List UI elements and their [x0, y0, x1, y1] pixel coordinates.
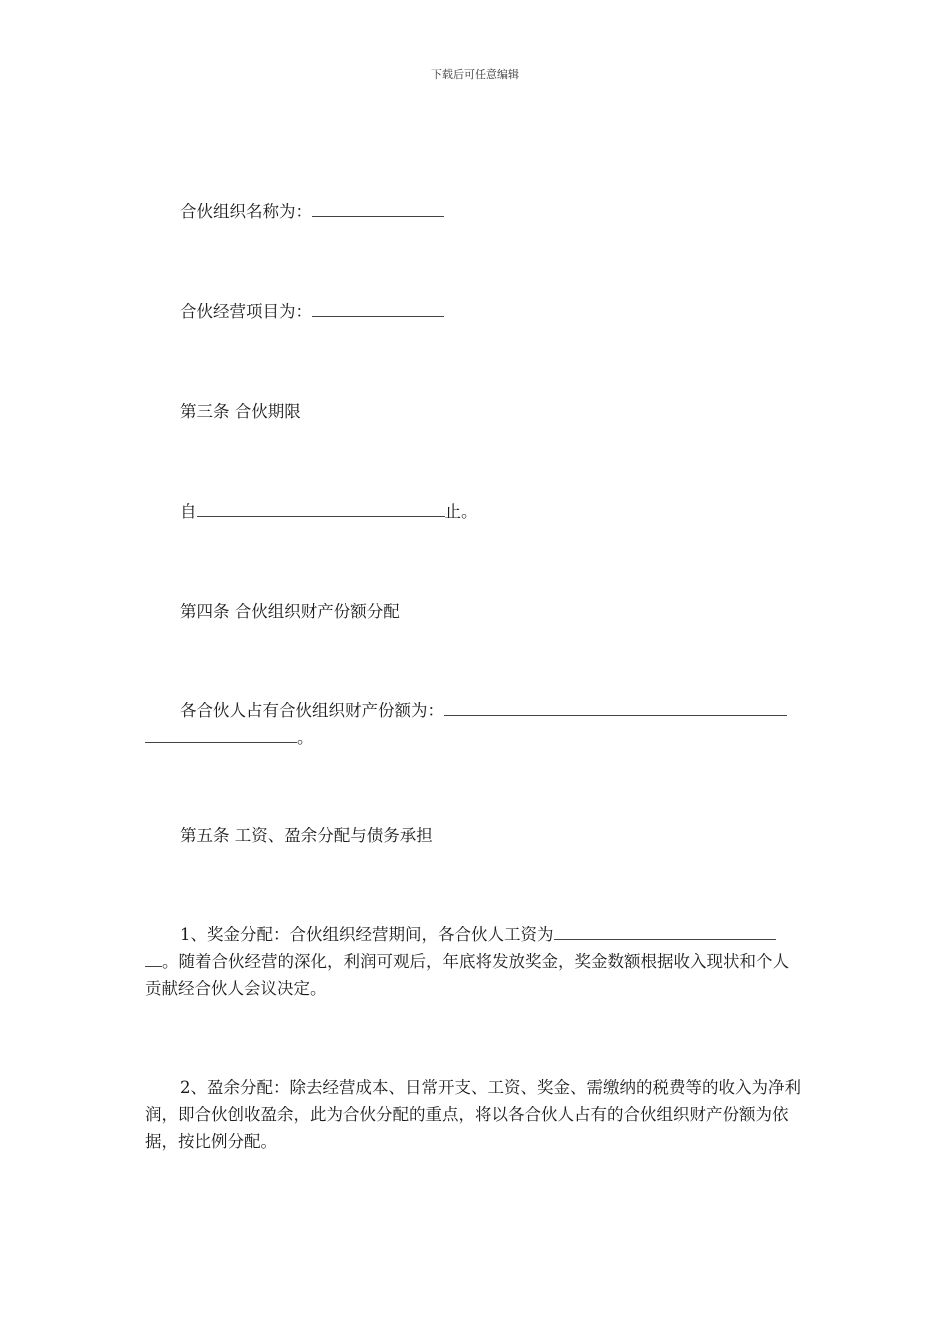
bonus-continuation — [145, 948, 805, 1002]
share-continuation — [145, 724, 805, 751]
project-blank — [312, 299, 444, 317]
org-name-label: 合伙组织名称为： — [180, 202, 312, 221]
article-4-title: 第四条 合伙组织财产份额分配 — [180, 602, 400, 621]
surplus-text: 2、盈余分配：除去经营成本、日常开支、工资、奖金、需缴纳的税费等的收入为净利润，即合伙创收盈余，此为合伙分配的重点，将以各合伙人占有的合伙组织财产份额为依据，按比例分配。 — [145, 1078, 801, 1151]
article-3-title: 第三条 合伙期限 — [180, 402, 301, 421]
bonus-blank-2 — [145, 949, 162, 967]
bonus-text-b: 。随着合伙经营的深化，利润可观后，年底将发放奖金，奖金数额根据收入现状和个人贡献经合伙人会议决定。 — [145, 952, 789, 998]
surplus-paragraph — [145, 1074, 805, 1155]
project-label: 合伙经营项目为： — [180, 302, 312, 321]
bonus-blank-1 — [554, 922, 776, 940]
share-paragraph — [145, 697, 840, 724]
term-prefix: 自 — [180, 502, 197, 521]
bonus-line-1 — [145, 921, 840, 948]
term-line — [145, 498, 840, 525]
page-header-note: 下载后可任意编辑 — [431, 68, 519, 81]
share-label: 各合伙人占有合伙组织财产份额为： — [180, 701, 444, 720]
term-suffix: 止。 — [444, 502, 478, 521]
share-blank-1 — [444, 698, 787, 716]
term-blank — [197, 499, 445, 517]
share-end: 。 — [297, 728, 314, 747]
org-name-line — [145, 198, 840, 225]
bonus-text-a: 1、奖金分配：合伙组织经营期间，各合伙人工资为 — [180, 925, 554, 944]
share-blank-2 — [145, 725, 297, 743]
article-5-title: 第五条 工资、盈余分配与债务承担 — [180, 826, 433, 845]
org-name-blank — [312, 199, 444, 217]
project-line — [145, 298, 840, 325]
